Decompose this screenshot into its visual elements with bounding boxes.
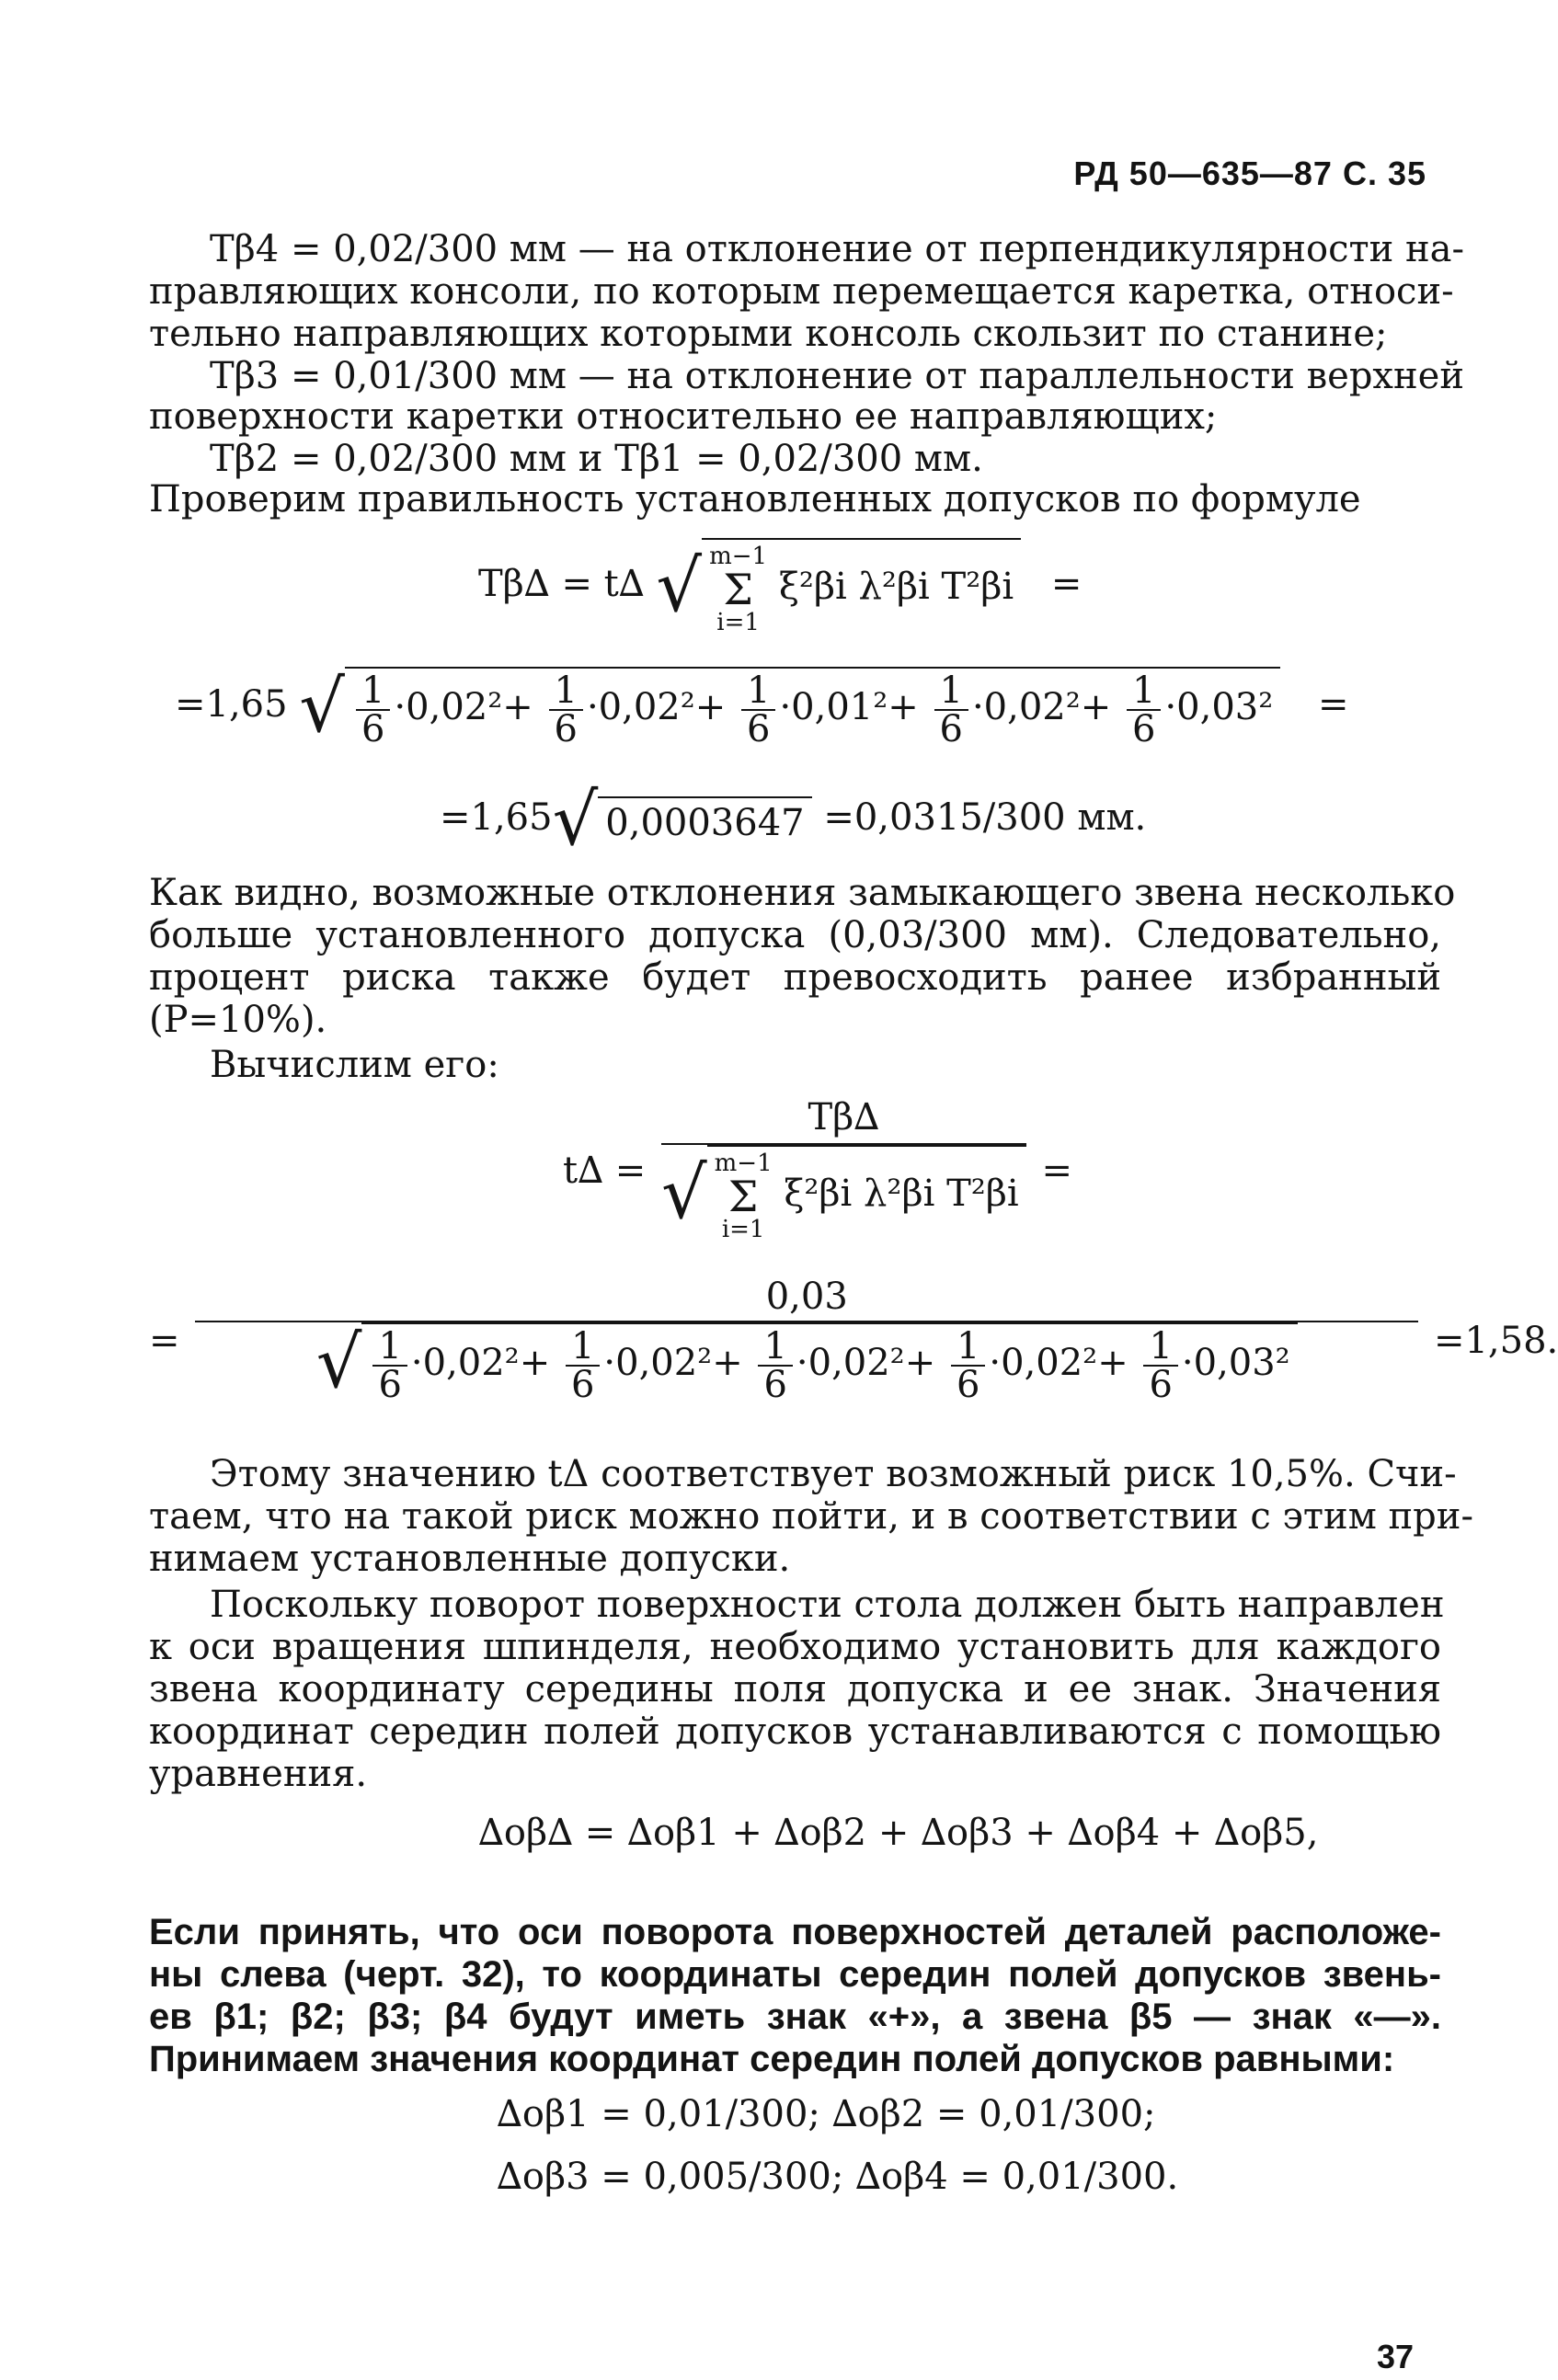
sum-upper-limit: m−1 (714, 1150, 773, 1177)
text-line: Поскольку поворот поверхности стола должен быть направлен (210, 1584, 1445, 1626)
term: ·0,02²+ (603, 1342, 743, 1384)
fraction: $\frac{1}{6}$ (934, 672, 968, 748)
fraction: $\frac{1}{6}$ (1127, 672, 1161, 748)
sqrt-symbol: √ (315, 1322, 362, 1404)
sum-symbol (715, 1150, 773, 1242)
text-line: Вычислим его: (210, 1044, 499, 1086)
sigma-icon: Σ (727, 1172, 759, 1221)
term: ·0,02²+ (971, 686, 1112, 728)
text-line: (P=10%). (149, 999, 327, 1041)
formula-numeric-result (440, 779, 1147, 862)
term: ·0,02²+ (410, 1342, 551, 1384)
text-line: правляющих консоли, по которым перемещается каретка, относи- (149, 270, 1454, 313)
radicand (702, 538, 1021, 635)
text-line: звена координату середины поля допуска и ее знак. Значения (149, 1668, 1441, 1711)
text-line: Как видно, возможные отклонения замыкающего звена несколько (149, 872, 1456, 914)
result: =1,58. (1433, 1320, 1558, 1362)
sqrt-symbol: √ (656, 545, 703, 628)
text-line: к оси вращения шпинделя, необходимо установить для каждого (149, 1626, 1441, 1668)
text-line: Проверим правильность установленных допусков по формуле (149, 478, 1361, 521)
fraction (660, 1096, 1026, 1243)
term: ·0,03² (1164, 686, 1274, 728)
summand: ξ²βi λ²βi T²βi (784, 1173, 1019, 1215)
text-line: Tβ2 = 0,02/300 мм и Tβ1 = 0,02/300 мм. (210, 438, 983, 480)
term: ·0,02²+ (586, 686, 727, 728)
sum-upper-limit: m−1 (709, 543, 768, 570)
coefficient: =1,65 (440, 796, 553, 839)
sum-symbol (709, 544, 767, 635)
equals-sign: = (149, 1320, 180, 1362)
equals-sign: = (1050, 563, 1083, 605)
sqrt-symbol: √ (299, 666, 345, 749)
text-line: ев β1; β2; β3; β4 будут иметь знак «+», а звена β5 — знак «—». (149, 1997, 1441, 2037)
summand: ξ²βi λ²βi T²βi (778, 566, 1014, 608)
sqrt-symbol: √ (552, 779, 599, 862)
sqrt-symbol: √ (660, 1152, 707, 1235)
text-line: Если принять, что оси поворота поверхностей деталей расположе- (149, 1912, 1441, 1952)
result: =0,0315/300 мм. (823, 796, 1147, 839)
sum-lower-limit: i=1 (716, 609, 760, 636)
equals-sign: = (1041, 1150, 1072, 1192)
radicand: 0,0003647 (598, 796, 811, 844)
term: ·0,02²+ (796, 1342, 936, 1384)
text-line: процент риска также будет превосходить ранее избранный (149, 956, 1441, 999)
fraction: $\frac{1}{6}$ (356, 672, 390, 748)
text-line: координат середин полей допусков устанавливаются с помощью (149, 1711, 1441, 1753)
sigma-icon: Σ (723, 565, 753, 614)
fraction: $\frac{1}{6}$ (566, 1328, 600, 1403)
formula-coordinates-1: ∆oβ1 = 0,01/300; ∆oβ2 = 0,01/300; (497, 2093, 1156, 2135)
text-line: Tβ4 = 0,02/300 мм — на отклонение от перпендикулярности на- (210, 228, 1465, 270)
term: ·0,01²+ (779, 686, 919, 728)
fraction: $\frac{1}{6}$ (549, 672, 583, 748)
radicand (707, 1145, 1026, 1242)
formula-t-delta (563, 1096, 1072, 1243)
term: ·0,02²+ (394, 686, 533, 728)
fraction: $\frac{1}{6}$ (372, 1328, 407, 1403)
formula-coordinate-sum: ∆oβ∆ = ∆oβ1 + ∆oβ2 + ∆oβ3 + ∆oβ4 + ∆oβ5, (478, 1812, 1319, 1854)
fraction: $\frac{1}{6}$ (741, 672, 775, 748)
text-line: нимаем установленные допуски. (149, 1538, 791, 1580)
text-line: поверхности каретки относительно ее направляющих; (149, 395, 1218, 438)
formula-numeric-expansion (175, 667, 1349, 748)
fraction: $\frac{1}{6}$ (951, 1328, 985, 1403)
radicand (361, 1322, 1297, 1406)
page-number: 37 (1377, 2338, 1415, 2375)
text-line: Tβ3 = 0,01/300 мм — на отклонение от параллельности верхней (210, 355, 1464, 397)
text-line: уравнения. (149, 1753, 368, 1795)
fraction (195, 1276, 1418, 1406)
formula-coordinates-2: ∆oβ3 = 0,005/300; ∆oβ4 = 0,01/300. (497, 2156, 1179, 2198)
text-line: Этому значению tΔ соответствует возможный риск 10,5%. Счи- (210, 1453, 1457, 1495)
formula-tolerance-sum (478, 538, 1082, 635)
radicand (345, 667, 1280, 748)
text-line: ны слева (черт. 32), то координаты середин полей допусков звень- (149, 1954, 1441, 1995)
fraction: $\frac{1}{6}$ (1143, 1328, 1177, 1403)
formula-lhs: Tβ∆ = t∆ (478, 563, 645, 605)
numerator: Tβ∆ (661, 1099, 1026, 1145)
denominator (195, 1322, 1418, 1406)
document-header: РД 50—635—87 С. 35 (1073, 154, 1426, 192)
formula-t-delta-numeric (149, 1276, 1558, 1406)
text-line: тельно направляющих которыми консоль скользит по станине; (149, 313, 1388, 355)
denominator (661, 1145, 1026, 1242)
text-line: больше установленного допуска (0,03/300 мм). Следовательно, (149, 914, 1441, 956)
formula-lhs: t∆ = (563, 1150, 647, 1192)
term: ·0,02²+ (989, 1342, 1128, 1384)
numerator: 0,03 (195, 1278, 1418, 1322)
text-line: Принимаем значения координат середин полей допусков равными: (149, 2039, 1395, 2079)
coefficient: =1,65 (175, 683, 288, 726)
term: ·0,03² (1181, 1342, 1290, 1384)
text-line: таем, что на такой риск можно пойти, и в соответствии с этим при- (149, 1495, 1473, 1538)
sum-lower-limit: i=1 (721, 1216, 765, 1243)
fraction: $\frac{1}{6}$ (758, 1328, 792, 1403)
equals-sign: = (1317, 683, 1349, 726)
